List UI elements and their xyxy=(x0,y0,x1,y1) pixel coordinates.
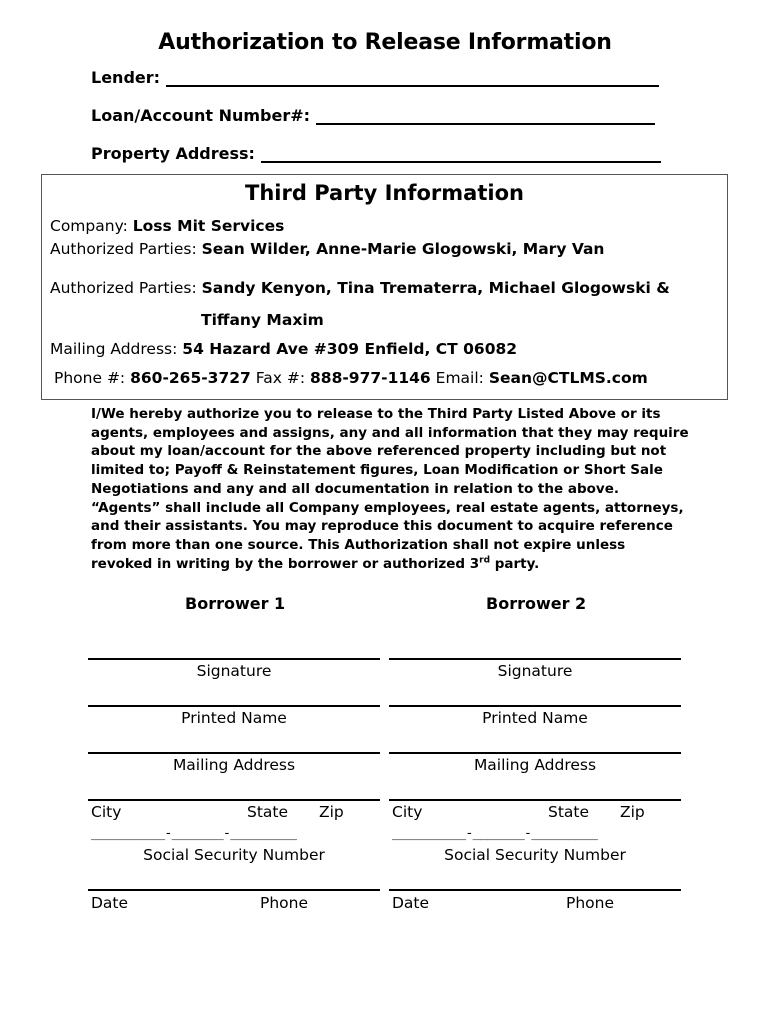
borrower-2-phone-label: Phone xyxy=(566,894,615,912)
borrower-1-heading: Borrower 1 xyxy=(185,594,286,613)
mailing-address-row xyxy=(50,340,517,358)
borrower-1-zip-label: Zip xyxy=(319,803,344,821)
borrower-2-printed-name-label: Printed Name xyxy=(482,709,588,727)
authorized-parties-label: Authorized Parties: xyxy=(50,240,197,258)
borrower-2-ssn-field[interactable]: __________-_______-_________ xyxy=(392,825,598,841)
mailing-address-value: 54 Hazard Ave #309 Enfield, CT 06082 xyxy=(182,340,518,358)
lender-row xyxy=(91,68,659,87)
borrower-1-signature-line[interactable] xyxy=(88,658,380,660)
authorized-parties-value: Sandy Kenyon, Tina Trematerra, Michael Glogowski & xyxy=(201,279,670,297)
company-label: Company: xyxy=(50,217,128,235)
borrower-2-signature-label: Signature xyxy=(497,662,573,680)
authorization-superscript: rd xyxy=(479,555,491,566)
property-address-label: Property Address: xyxy=(91,144,255,163)
borrower-1-phone-label: Phone xyxy=(260,894,309,912)
fax-label: Fax #: xyxy=(255,369,306,387)
property-address-row xyxy=(91,144,661,163)
borrower-2-date-label: Date xyxy=(392,894,430,912)
email-label: Email: xyxy=(435,369,484,387)
authorized-parties-continued xyxy=(201,311,324,329)
authorized-parties-row-2 xyxy=(50,279,670,297)
authorization-text: I/We hereby authorize you to release to the Third Party Listed Above or its agents, employees and assigns, any and all information that they may require about my loan/account for the above referenced property including but not limited to; Payoff & Reinstatement figures, Loan Modification or Short Sale Negotiations and any and all documentation in relation to the above. “Agents” shall include all Company employees, real estate agents, attorneys, and their assistants. You may reproduce this document to acquire reference from more than one source. This Authorization shall not expire unless revoked in writing by the borrower or authorized 3 xyxy=(91,406,689,572)
borrower-1-date-phone-line[interactable] xyxy=(88,889,380,891)
borrower-2-state-label: State xyxy=(548,803,590,821)
borrower-1-city-state-zip-line[interactable] xyxy=(88,799,380,801)
authorized-parties-value: Sean Wilder, Anne-Marie Glogowski, Mary Van xyxy=(201,240,605,258)
borrower-2-heading: Borrower 2 xyxy=(486,594,587,613)
page-title: Authorization to Release Information xyxy=(158,30,612,55)
mailing-address-label: Mailing Address: xyxy=(50,340,178,358)
lender-field[interactable] xyxy=(166,69,659,87)
contact-row xyxy=(54,369,648,387)
borrower-2-printed-name-line[interactable] xyxy=(389,705,681,707)
authorization-paragraph xyxy=(91,405,691,573)
loan-number-label: Loan/Account Number#: xyxy=(91,106,311,125)
borrower-1-mailing-address-label: Mailing Address xyxy=(172,756,296,774)
authorized-parties-label: Authorized Parties: xyxy=(50,279,197,297)
borrower-1-state-label: State xyxy=(247,803,289,821)
borrower-1-ssn-label: Social Security Number xyxy=(143,846,325,864)
borrower-2-city-state-zip-line[interactable] xyxy=(389,799,681,801)
borrower-2-zip-label: Zip xyxy=(620,803,645,821)
borrower-1-printed-name-label: Printed Name xyxy=(181,709,287,727)
borrower-1-date-label: Date xyxy=(91,894,129,912)
borrower-2-date-phone-line[interactable] xyxy=(389,889,681,891)
borrower-2-signature-line[interactable] xyxy=(389,658,681,660)
borrower-1-signature-label: Signature xyxy=(196,662,272,680)
lender-label: Lender: xyxy=(91,68,161,87)
third-party-heading: Third Party Information xyxy=(245,181,524,205)
loan-number-field[interactable] xyxy=(316,107,655,125)
borrower-1-mailing-address-line[interactable] xyxy=(88,752,380,754)
loan-number-row xyxy=(91,106,655,125)
borrower-2-city-label: City xyxy=(392,803,423,821)
borrower-1-city-label: City xyxy=(91,803,122,821)
authorized-parties-row-1 xyxy=(50,240,604,258)
borrower-2-ssn-label: Social Security Number xyxy=(444,846,626,864)
borrower-2-mailing-address-label: Mailing Address xyxy=(473,756,597,774)
authorization-text-end: party. xyxy=(490,555,540,572)
borrower-1-printed-name-line[interactable] xyxy=(88,705,380,707)
company-value: Loss Mit Services xyxy=(132,217,285,235)
borrower-2-mailing-address-line[interactable] xyxy=(389,752,681,754)
company-row xyxy=(50,217,284,235)
property-address-field[interactable] xyxy=(261,145,661,163)
email-value: Sean@CTLMS.com xyxy=(488,369,648,387)
borrower-1-ssn-field[interactable]: __________-_______-_________ xyxy=(91,825,297,841)
phone-label: Phone #: xyxy=(54,369,126,387)
fax-value: 888-977-1146 xyxy=(310,369,431,387)
authorized-parties-continued-value: Tiffany Maxim xyxy=(201,311,324,329)
phone-value: 860-265-3727 xyxy=(130,369,251,387)
